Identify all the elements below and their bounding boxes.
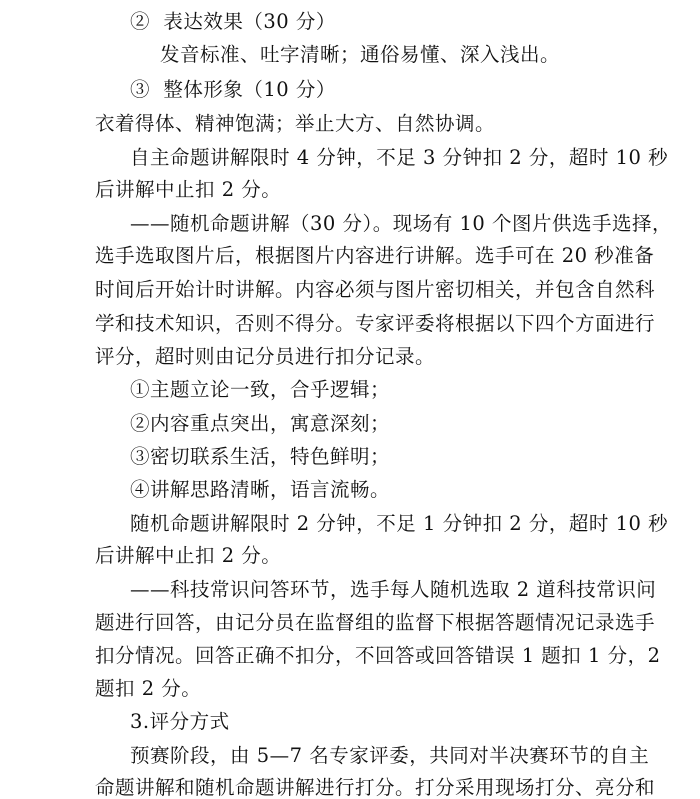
criterion-image-heading: ③ 整体形象（10 分） <box>130 78 336 101</box>
random-topic-section-line-1: ——随机命题讲解（30 分）。现场有 10 个图片供选手选择， <box>130 212 672 235</box>
scoring-point-3: ③密切联系生活，特色鲜明； <box>130 445 391 468</box>
self-topic-time-limit-line-1: 自主命题讲解限时 4 分钟，不足 3 分钟扣 2 分，超时 10 秒 <box>130 146 669 169</box>
preliminary-stage-line-1: 预赛阶段，由 5—7 名专家评委，共同对半决赛环节的自主 <box>130 744 650 767</box>
scoring-point-1: ①主题立论一致，合乎逻辑； <box>130 378 391 401</box>
scoring-method-heading: 3.评分方式 <box>130 710 230 733</box>
random-topic-section-line-5: 评分，超时则由记分员进行扣分记录。 <box>95 345 436 368</box>
quiz-section-line-2: 题进行回答，由记分员在监督组的监督下根据答题情况记录选手 <box>95 611 656 634</box>
random-topic-section-line-4: 学和技术知识，否则不得分。专家评委将根据以下四个方面进行 <box>95 312 656 335</box>
criterion-image-text: 衣着得体、精神饱满；举止大方、自然协调。 <box>95 112 496 135</box>
criterion-expression-text: 发音标准、吐字清晰；通俗易懂、深入浅出。 <box>160 43 561 66</box>
quiz-section-line-4: 题扣 2 分。 <box>95 677 202 700</box>
preliminary-stage-line-2: 命题讲解和随机命题讲解进行打分。打分采用现场打分、亮分和 <box>95 776 656 799</box>
random-topic-section-line-2: 选手选取图片后，根据图片内容进行讲解。选手可在 20 秒准备 <box>95 244 655 267</box>
scoring-point-4: ④讲解思路清晰，语言流畅。 <box>130 478 391 501</box>
quiz-section-line-1: ——科技常识问答环节，选手每人随机选取 2 道科技常识问 <box>130 578 657 601</box>
quiz-section-line-3: 扣分情况。回答正确不扣分，不回答或回答错误 1 题扣 1 分，2 <box>95 644 661 667</box>
self-topic-time-limit-line-2: 后讲解中止扣 2 分。 <box>95 178 282 201</box>
scoring-point-2: ②内容重点突出，寓意深刻； <box>130 412 391 435</box>
random-topic-time-limit-line-2: 后讲解中止扣 2 分。 <box>95 544 282 567</box>
random-topic-section-line-3: 时间后开始计时讲解。内容必须与图片密切相关，并包含自然科 <box>95 278 656 301</box>
criterion-expression-heading: ② 表达效果（30 分） <box>130 10 336 33</box>
random-topic-time-limit-line-1: 随机命题讲解限时 2 分钟，不足 1 分钟扣 2 分，超时 10 秒 <box>130 512 669 535</box>
